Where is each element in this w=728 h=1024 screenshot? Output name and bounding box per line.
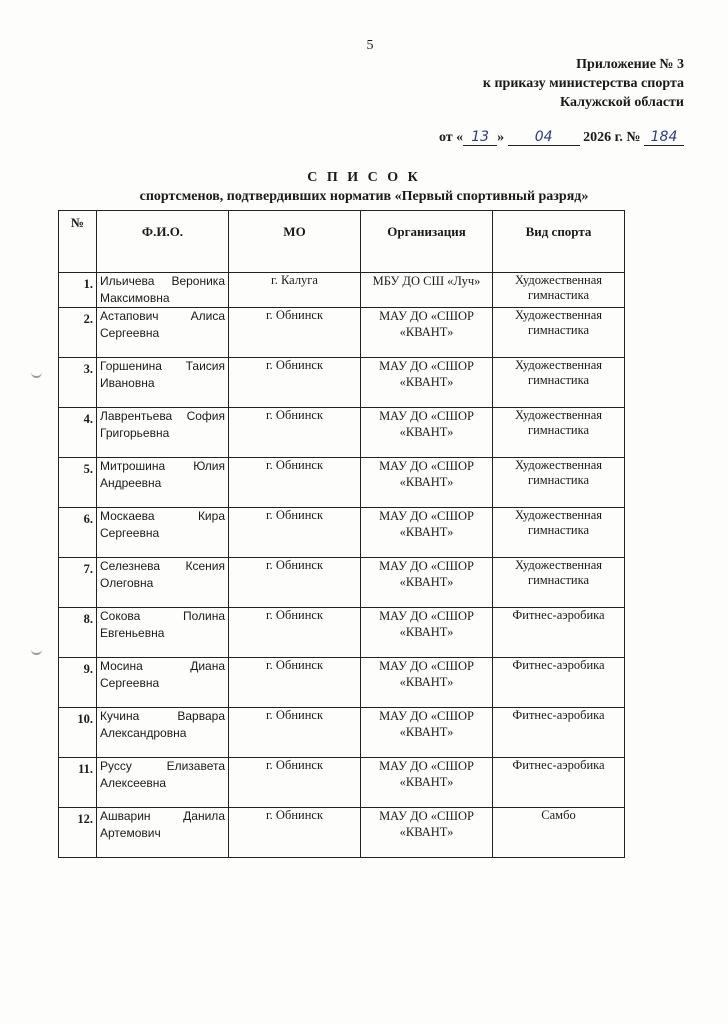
table-row (59, 658, 625, 708)
athlete-name: Сокова Полина Евгеньевна (97, 608, 229, 658)
organization: МАУ ДО «СШОР «КВАНТ» (361, 558, 493, 608)
sport-type: Фитнес-аэробика (493, 758, 625, 808)
athlete-name: Ильичева Вероника Максимовна (97, 273, 229, 308)
punch-hole-mark (31, 645, 42, 655)
title-subtitle: спортсменов, подтвердивших норматив «Первый спортивный разряд» (139, 189, 589, 204)
organization: МАУ ДО «СШОР «КВАНТ» (361, 408, 493, 458)
order-year: 2026 г. № (583, 130, 641, 145)
athletes-table (58, 210, 625, 858)
appendix-line-2: к приказу министерства спорта (482, 76, 684, 91)
sport-type: Художественная гимнастика (493, 358, 625, 408)
sport-type: Фитнес-аэробика (493, 708, 625, 758)
order-mid: » (497, 130, 505, 145)
table-row (59, 458, 625, 508)
sport-type: Художественная гимнастика (493, 308, 625, 358)
organization: МАУ ДО «СШОР «КВАНТ» (361, 608, 493, 658)
athlete-name: Ашварин Данила Артемович (97, 808, 229, 858)
athlete-name: Мосина Диана Сергеевна (97, 658, 229, 708)
athlete-name: Селезнева Ксения Олеговна (97, 558, 229, 608)
municipality: г. Обнинск (229, 358, 361, 408)
order-month: 04 (508, 130, 580, 146)
athlete-name: Москаева Кира Сергеевна (97, 508, 229, 558)
sport-type: Художественная гимнастика (493, 408, 625, 458)
municipality: г. Обнинск (229, 658, 361, 708)
sport-type: Фитнес-аэробика (493, 658, 625, 708)
municipality: г. Обнинск (229, 308, 361, 358)
title-heading: С П И С О К (307, 170, 421, 185)
organization: МАУ ДО «СШОР «КВАНТ» (361, 658, 493, 708)
row-number: 1. (59, 273, 97, 308)
row-number: 6. (59, 508, 97, 558)
header-name: Ф.И.О. (97, 211, 229, 273)
municipality: г. Калуга (229, 273, 361, 308)
table-row (59, 508, 625, 558)
header-sport: Вид спорта (493, 211, 625, 273)
municipality: г. Обнинск (229, 458, 361, 508)
document-title (0, 168, 728, 206)
row-number: 2. (59, 308, 97, 358)
header-organization: Организация (361, 211, 493, 273)
row-number: 3. (59, 358, 97, 408)
organization: МАУ ДО «СШОР «КВАНТ» (361, 458, 493, 508)
table-row (59, 358, 625, 408)
row-number: 11. (59, 758, 97, 808)
municipality: г. Обнинск (229, 508, 361, 558)
header-mo: МО (229, 211, 361, 273)
punch-hole-mark (31, 368, 42, 378)
organization: МАУ ДО «СШОР «КВАНТ» (361, 808, 493, 858)
athlete-name: Руссу Елизавета Алексеевна (97, 758, 229, 808)
order-day: 13 (463, 130, 497, 146)
table-row (59, 758, 625, 808)
organization: МБУ ДО СШ «Луч» (361, 273, 493, 308)
municipality: г. Обнинск (229, 758, 361, 808)
organization: МАУ ДО «СШОР «КВАНТ» (361, 508, 493, 558)
sport-type: Самбо (493, 808, 625, 858)
table-row (59, 408, 625, 458)
table-row (59, 558, 625, 608)
appendix-line-1: Приложение № 3 (576, 57, 684, 72)
organization: МАУ ДО «СШОР «КВАНТ» (361, 708, 493, 758)
sport-type: Художественная гимнастика (493, 558, 625, 608)
athlete-name: Астапович Алиса Сергеевна (97, 308, 229, 358)
table-row (59, 273, 625, 308)
order-number: 184 (644, 130, 684, 146)
page-number: 5 (366, 38, 374, 53)
municipality: г. Обнинск (229, 408, 361, 458)
athlete-name: Кучина Варвара Александровна (97, 708, 229, 758)
row-number: 12. (59, 808, 97, 858)
athlete-name: Лаврентьева София Григорьевна (97, 408, 229, 458)
table-row (59, 608, 625, 658)
municipality: г. Обнинск (229, 608, 361, 658)
appendix-header (483, 55, 684, 112)
row-number: 7. (59, 558, 97, 608)
row-number: 9. (59, 658, 97, 708)
municipality: г. Обнинск (229, 558, 361, 608)
organization: МАУ ДО «СШОР «КВАНТ» (361, 308, 493, 358)
row-number: 5. (59, 458, 97, 508)
order-date-line (439, 130, 684, 146)
row-number: 4. (59, 408, 97, 458)
appendix-line-3: Калужской области (560, 95, 684, 110)
row-number: 10. (59, 708, 97, 758)
table-row (59, 808, 625, 858)
municipality: г. Обнинск (229, 808, 361, 858)
order-prefix: от « (438, 130, 464, 145)
municipality: г. Обнинск (229, 708, 361, 758)
table-header-row (59, 211, 625, 273)
table-row (59, 308, 625, 358)
header-number: № (59, 211, 97, 273)
row-number: 8. (59, 608, 97, 658)
organization: МАУ ДО «СШОР «КВАНТ» (361, 358, 493, 408)
sport-type: Фитнес-аэробика (493, 608, 625, 658)
organization: МАУ ДО «СШОР «КВАНТ» (361, 758, 493, 808)
table-row (59, 708, 625, 758)
athlete-name: Митрошина Юлия Андреевна (97, 458, 229, 508)
sport-type: Художественная гимнастика (493, 508, 625, 558)
sport-type: Художественная гимнастика (493, 273, 625, 308)
athlete-name: Горшенина Таисия Ивановна (97, 358, 229, 408)
sport-type: Художественная гимнастика (493, 458, 625, 508)
